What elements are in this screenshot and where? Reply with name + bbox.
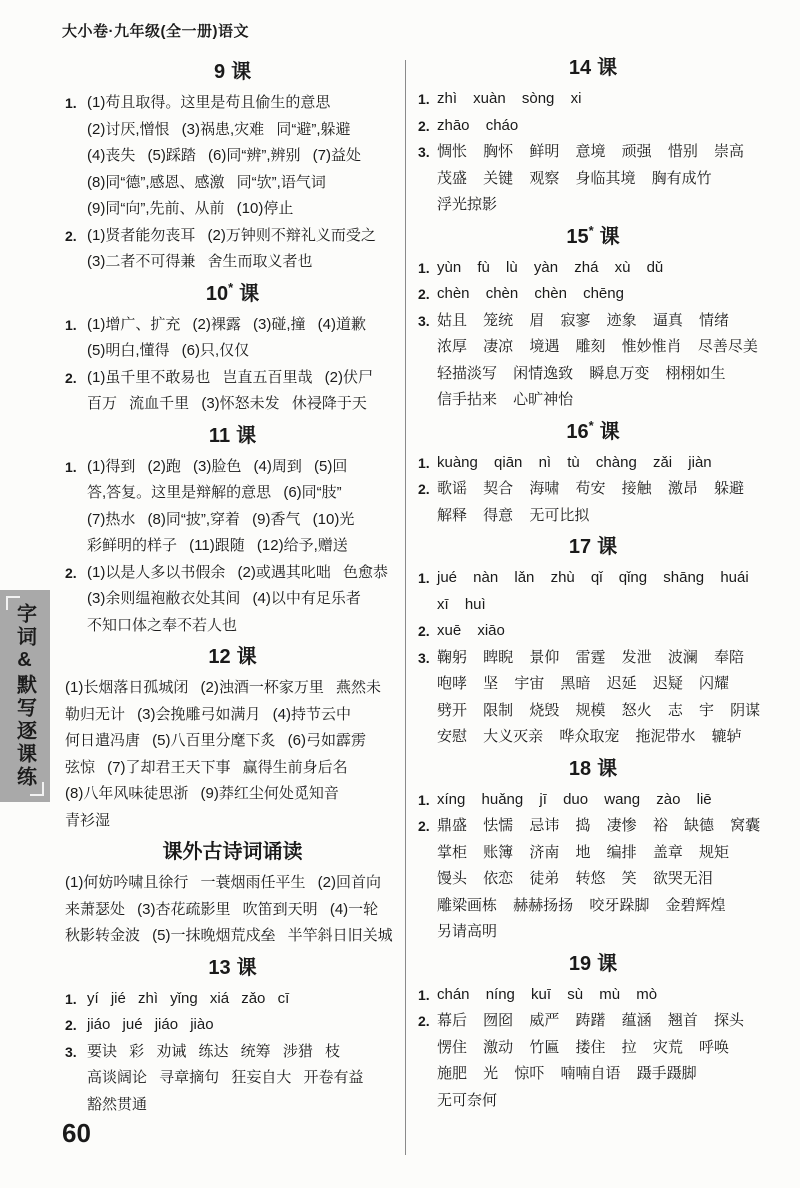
item-number: 2. bbox=[418, 481, 430, 497]
answer-line: 幕后 囫囵 威严 踌躇 蕴涵 翘首 探头 bbox=[437, 1012, 745, 1029]
answer-line: 不知口体之奉不若人也 bbox=[87, 616, 238, 634]
optional-lesson-mark: * bbox=[228, 279, 234, 295]
item-body bbox=[437, 476, 768, 529]
item-body bbox=[437, 1008, 768, 1114]
lesson-number: 10 bbox=[205, 282, 229, 305]
answer-item bbox=[418, 1008, 768, 1114]
answer-line: 无可奈何 bbox=[437, 1091, 498, 1109]
item-body bbox=[437, 618, 768, 645]
lesson-section bbox=[65, 950, 400, 1119]
lesson-label: 课 bbox=[597, 536, 618, 558]
answer-line: 勒归无计 (3)会挽雕弓如满月 (4)持节云中 bbox=[65, 705, 352, 723]
answer-item bbox=[418, 645, 768, 751]
answer-line: xuē xiāo bbox=[437, 622, 505, 639]
answer-line: 秋影转金波 (5)一抹晚烟荒戍垒 半竿斜日旧关城 bbox=[65, 927, 393, 944]
lesson-heading bbox=[65, 54, 400, 90]
answer-line: zhì xuàn sòng xi bbox=[437, 90, 582, 107]
answer-line: (3)余则缊袍敝衣处其间 (4)以中有足乐者 bbox=[87, 590, 361, 607]
answer-line: (7)热水 (8)同“披”,穿着 (9)香气 (10)光 bbox=[87, 510, 355, 528]
item-number: 2. bbox=[65, 227, 77, 244]
item-body bbox=[87, 90, 400, 223]
answer-item bbox=[65, 1012, 400, 1039]
answer-line: zhāo cháo bbox=[437, 116, 519, 134]
answer-line: (1)以是人多以书假余 (2)或遇其叱咄 色愈恭 bbox=[87, 563, 389, 581]
answer-line: 咆哮 坚 宇宙 黑暗 迟延 迟疑 闪耀 bbox=[437, 675, 730, 692]
answer-line: 浮光掠影 bbox=[437, 196, 498, 213]
answer-item bbox=[65, 223, 400, 276]
lesson-number: 19 bbox=[568, 952, 592, 975]
lesson-number: 15 bbox=[566, 225, 589, 248]
answer-line: 彩鲜明的样子 (11)跟随 (12)给予,赠送 bbox=[87, 537, 348, 554]
answer-item bbox=[418, 982, 768, 1009]
lesson-section bbox=[65, 639, 400, 834]
answer-line: 浓厚 凄凉 境遇 雕刻 惟妙惟肖 尽善尽美 bbox=[437, 338, 758, 355]
item-number: 2. bbox=[418, 623, 430, 639]
answer-line: (9)同“向”,先前、从前 (10)停止 bbox=[87, 200, 294, 217]
answer-item bbox=[65, 454, 400, 560]
lesson-section bbox=[65, 418, 400, 640]
lesson-heading bbox=[418, 946, 768, 982]
lesson-section bbox=[418, 414, 768, 530]
answer-line: chèn chèn chèn chēng bbox=[437, 285, 624, 302]
answer-line: 惆怅 胸怀 鲜明 意境 顽强 惜别 崇高 bbox=[437, 143, 745, 160]
answer-item bbox=[65, 365, 400, 418]
item-body bbox=[87, 454, 400, 560]
answer-line: 弦惊 (7)了却君王天下事 赢得生前身后名 bbox=[65, 758, 348, 776]
lesson-number: 11 bbox=[208, 424, 231, 447]
answer-line: 豁然贯通 bbox=[87, 1095, 148, 1113]
answer-item bbox=[418, 787, 768, 814]
answer-item bbox=[65, 1039, 400, 1119]
item-body bbox=[437, 308, 768, 414]
answer-line: (1)何妨吟啸且徐行 一蓑烟雨任平生 (2)回首向 bbox=[65, 874, 382, 891]
item-body bbox=[437, 113, 768, 140]
answer-line: 青衫湿 bbox=[65, 811, 111, 829]
lesson-number: 9 bbox=[213, 61, 226, 83]
lesson-heading-text: 课外古诗词诵读 bbox=[162, 841, 303, 863]
lesson-heading bbox=[65, 639, 400, 675]
answer-line: jué nàn lǎn zhù qǐ qǐng shāng huái bbox=[437, 569, 749, 586]
answer-item bbox=[65, 90, 400, 223]
answer-line: 百万 流血千里 (3)怀怒未发 休祲降于天 bbox=[87, 395, 367, 412]
item-body bbox=[437, 813, 768, 946]
answer-line: (8)八年风味徒思浙 (9)莽红尘何处觅知音 bbox=[65, 785, 339, 802]
answer-item bbox=[418, 308, 768, 414]
side-tab-label: 字词&默写逐课练 bbox=[13, 603, 36, 789]
lesson-heading bbox=[418, 50, 768, 86]
lesson-label: 课 bbox=[231, 61, 252, 83]
item-body bbox=[87, 223, 400, 276]
answer-item bbox=[418, 255, 768, 282]
answer-item bbox=[65, 560, 400, 640]
item-body bbox=[65, 870, 400, 950]
answer-line: 安慰 大义灭亲 哗众取宠 拖泥带水 辘轳 bbox=[437, 728, 742, 745]
answer-line: (1)增广、扩充 (2)裸露 (3)碰,撞 (4)道歉 bbox=[87, 315, 367, 333]
lesson-section bbox=[65, 54, 400, 276]
item-body bbox=[87, 986, 400, 1013]
lesson-label: 课 bbox=[236, 956, 257, 979]
lesson-number: 13 bbox=[208, 956, 231, 979]
item-number: 2. bbox=[418, 1013, 430, 1029]
answer-line: (1)虽千里不敢易也 岂直五百里哉 (2)伏尸 bbox=[87, 368, 374, 386]
answer-line: 另请高明 bbox=[437, 923, 498, 940]
lesson-label: 课 bbox=[236, 424, 257, 447]
answer-line: 来萧瑟处 (3)杏花疏影里 吹笛到天明 (4)一轮 bbox=[65, 900, 379, 918]
lesson-number: 17 bbox=[568, 536, 592, 558]
answer-line: 劈开 限制 烧毁 规模 怒火 志 宇 阴谋 bbox=[437, 701, 761, 719]
item-body bbox=[437, 787, 768, 814]
answer-line: xī huì bbox=[437, 595, 486, 613]
answer-line: 雕梁画栋 赫赫扬扬 咬牙跺脚 金碧辉煌 bbox=[437, 896, 726, 914]
answer-line: 歌谣 契合 海啸 苟安 接触 激昂 躲避 bbox=[437, 480, 745, 497]
item-number: 3. bbox=[65, 1043, 77, 1060]
answer-line: 茂盛 关键 观察 身临其境 胸有成竹 bbox=[437, 169, 712, 187]
answer-item bbox=[418, 113, 768, 140]
answer-item bbox=[418, 813, 768, 946]
side-tab bbox=[0, 590, 50, 802]
answer-line: (3)二者不可得兼 舍生而取义者也 bbox=[87, 253, 313, 270]
answer-item bbox=[418, 281, 768, 308]
item-body bbox=[437, 982, 768, 1009]
lesson-section bbox=[65, 834, 400, 950]
item-body bbox=[65, 675, 400, 834]
item-body bbox=[437, 565, 768, 618]
item-number: 2. bbox=[418, 818, 430, 834]
answer-line: 要诀 彩 劝诫 练达 统筹 涉猎 枝 bbox=[87, 1042, 341, 1060]
answer-item bbox=[418, 450, 768, 477]
optional-lesson-mark: * bbox=[588, 417, 594, 433]
item-body bbox=[87, 1012, 400, 1039]
answer-line: 愣住 激动 竹匾 搂住 拉 灾荒 呼唤 bbox=[437, 1038, 730, 1056]
item-number: 1. bbox=[65, 990, 77, 1007]
item-body bbox=[87, 312, 400, 365]
page-number: 60 bbox=[62, 1118, 91, 1148]
lesson-section bbox=[418, 219, 768, 414]
lesson-heading bbox=[65, 418, 400, 454]
left-column bbox=[65, 54, 400, 1118]
item-body bbox=[437, 139, 768, 219]
answer-item bbox=[65, 675, 400, 834]
lesson-label: 课 bbox=[597, 757, 618, 780]
answer-line: (1)苟且取得。这里是苟且偷生的意思 bbox=[87, 94, 331, 111]
answer-item bbox=[418, 139, 768, 219]
answer-item bbox=[418, 476, 768, 529]
lesson-heading bbox=[65, 276, 400, 312]
item-body bbox=[437, 281, 768, 308]
book-title: 大小卷·九年级(全一册)语文 bbox=[62, 23, 249, 40]
answer-item bbox=[418, 86, 768, 113]
item-number: 1. bbox=[418, 986, 430, 1003]
answer-line: 掌柜 账簿 济南 地 编排 盖章 规矩 bbox=[437, 843, 730, 861]
lesson-number: 12 bbox=[208, 646, 231, 668]
lesson-heading bbox=[418, 414, 768, 450]
answer-line: 姑且 笼统 眉 寂寥 迹象 逼真 情绪 bbox=[437, 311, 730, 329]
item-number: 2. bbox=[65, 369, 77, 386]
answer-line: 信手拈来 心旷神怡 bbox=[437, 391, 574, 408]
right-column bbox=[418, 50, 768, 1114]
item-number: 1. bbox=[418, 791, 430, 808]
item-number: 2. bbox=[418, 286, 430, 302]
lesson-heading bbox=[418, 751, 768, 787]
item-number: 2. bbox=[65, 1017, 77, 1033]
item-number: 1. bbox=[65, 95, 77, 111]
answer-line: (4)丧失 (5)踩踏 (6)同“辨”,辨别 (7)益处 bbox=[87, 147, 361, 164]
answer-item bbox=[65, 312, 400, 365]
item-number: 1. bbox=[418, 259, 430, 276]
lesson-label: 课 bbox=[597, 57, 618, 79]
item-number: 2. bbox=[65, 564, 77, 581]
answer-line: yùn fù lù yàn zhá xù dǔ bbox=[437, 258, 664, 276]
answer-line: (5)明白,懂得 (6)只,仅仅 bbox=[87, 342, 250, 359]
lesson-number: 18 bbox=[568, 757, 592, 780]
item-number: 1. bbox=[65, 458, 77, 475]
lesson-heading bbox=[65, 950, 400, 986]
answer-line: 答,答复。这里是辩解的意思 (6)同“肢” bbox=[87, 484, 342, 501]
answer-line: 解释 得意 无可比拟 bbox=[437, 506, 590, 524]
item-body bbox=[437, 255, 768, 282]
answer-line: (8)同“德”,感恩、感激 同“欤”,语气词 bbox=[87, 173, 326, 191]
lesson-heading bbox=[418, 219, 768, 255]
item-number: 3. bbox=[418, 144, 430, 160]
lesson-section bbox=[418, 50, 768, 219]
answer-item bbox=[65, 870, 400, 950]
item-body bbox=[87, 365, 400, 418]
answer-line: 施肥 光 惊吓 喃喃自语 蹑手蹑脚 bbox=[437, 1065, 697, 1082]
answer-line: (1)得到 (2)跑 (3)脸色 (4)周到 (5)回 bbox=[87, 457, 348, 475]
answer-item bbox=[65, 986, 400, 1013]
answer-line: 轻描淡写 闲情逸致 瞬息万变 栩栩如生 bbox=[437, 364, 726, 382]
answer-line: 何日遣冯唐 (5)八百里分麾下炙 (6)弓如霹雳 bbox=[65, 732, 367, 749]
lesson-heading bbox=[418, 529, 768, 565]
optional-lesson-mark: * bbox=[588, 222, 594, 238]
item-body bbox=[87, 1039, 400, 1119]
answer-line: 鼎盛 怯懦 忌讳 捣 凄惨 裕 缺德 窝囊 bbox=[437, 817, 761, 834]
lesson-number: 16 bbox=[566, 420, 589, 443]
answer-item bbox=[418, 565, 768, 618]
item-number: 3. bbox=[418, 312, 430, 329]
lesson-section bbox=[418, 751, 768, 946]
answer-item bbox=[418, 618, 768, 645]
answer-line: (2)讨厌,憎恨 (3)祸患,灾难 同“避”,躲避 bbox=[87, 120, 351, 138]
item-body bbox=[437, 86, 768, 113]
answer-line: 高谈阔论 寻章摘句 狂妄自大 开卷有益 bbox=[87, 1069, 364, 1086]
item-number: 1. bbox=[418, 91, 430, 107]
answer-line: (1)贤者能勿丧耳 (2)万钟则不辩礼义而受之 bbox=[87, 226, 376, 244]
answer-line: kuàng qiān nì tù chàng zǎi jiàn bbox=[437, 453, 712, 471]
lesson-number: 14 bbox=[568, 57, 592, 79]
lesson-section bbox=[418, 529, 768, 751]
lesson-label: 课 bbox=[599, 420, 620, 443]
item-number: 1. bbox=[418, 570, 430, 586]
answer-line: xíng huǎng jī duo wang zào liē bbox=[437, 790, 712, 808]
lesson-heading bbox=[65, 834, 400, 870]
lesson-label: 课 bbox=[597, 952, 618, 975]
answer-line: yí jié zhì yǐng xiá zǎo cī bbox=[87, 989, 290, 1007]
item-number: 1. bbox=[65, 316, 77, 333]
item-number: 2. bbox=[418, 117, 430, 134]
lesson-label: 课 bbox=[239, 282, 260, 305]
item-number: 3. bbox=[418, 649, 430, 666]
answer-line: (1)长烟落日孤城闭 (2)浊酒一杯家万里 燕然未 bbox=[65, 679, 382, 696]
column-divider bbox=[405, 60, 406, 1155]
lesson-section bbox=[65, 276, 400, 418]
answer-line: 馒头 依恋 徒弟 转悠 笑 欲哭无泪 bbox=[437, 870, 713, 887]
item-body bbox=[437, 450, 768, 477]
answer-line: chán níng kuī sù mù mò bbox=[437, 985, 658, 1003]
lesson-label: 课 bbox=[236, 646, 257, 668]
item-body bbox=[437, 645, 768, 751]
answer-line: jiáo jué jiáo jiào bbox=[87, 1016, 214, 1033]
item-body bbox=[87, 560, 400, 640]
lesson-section bbox=[418, 946, 768, 1115]
lesson-label: 课 bbox=[599, 225, 620, 248]
item-number: 1. bbox=[418, 454, 430, 471]
answer-line: 鞠躬 睥睨 景仰 雷霆 发泄 波澜 奉陪 bbox=[437, 648, 745, 666]
